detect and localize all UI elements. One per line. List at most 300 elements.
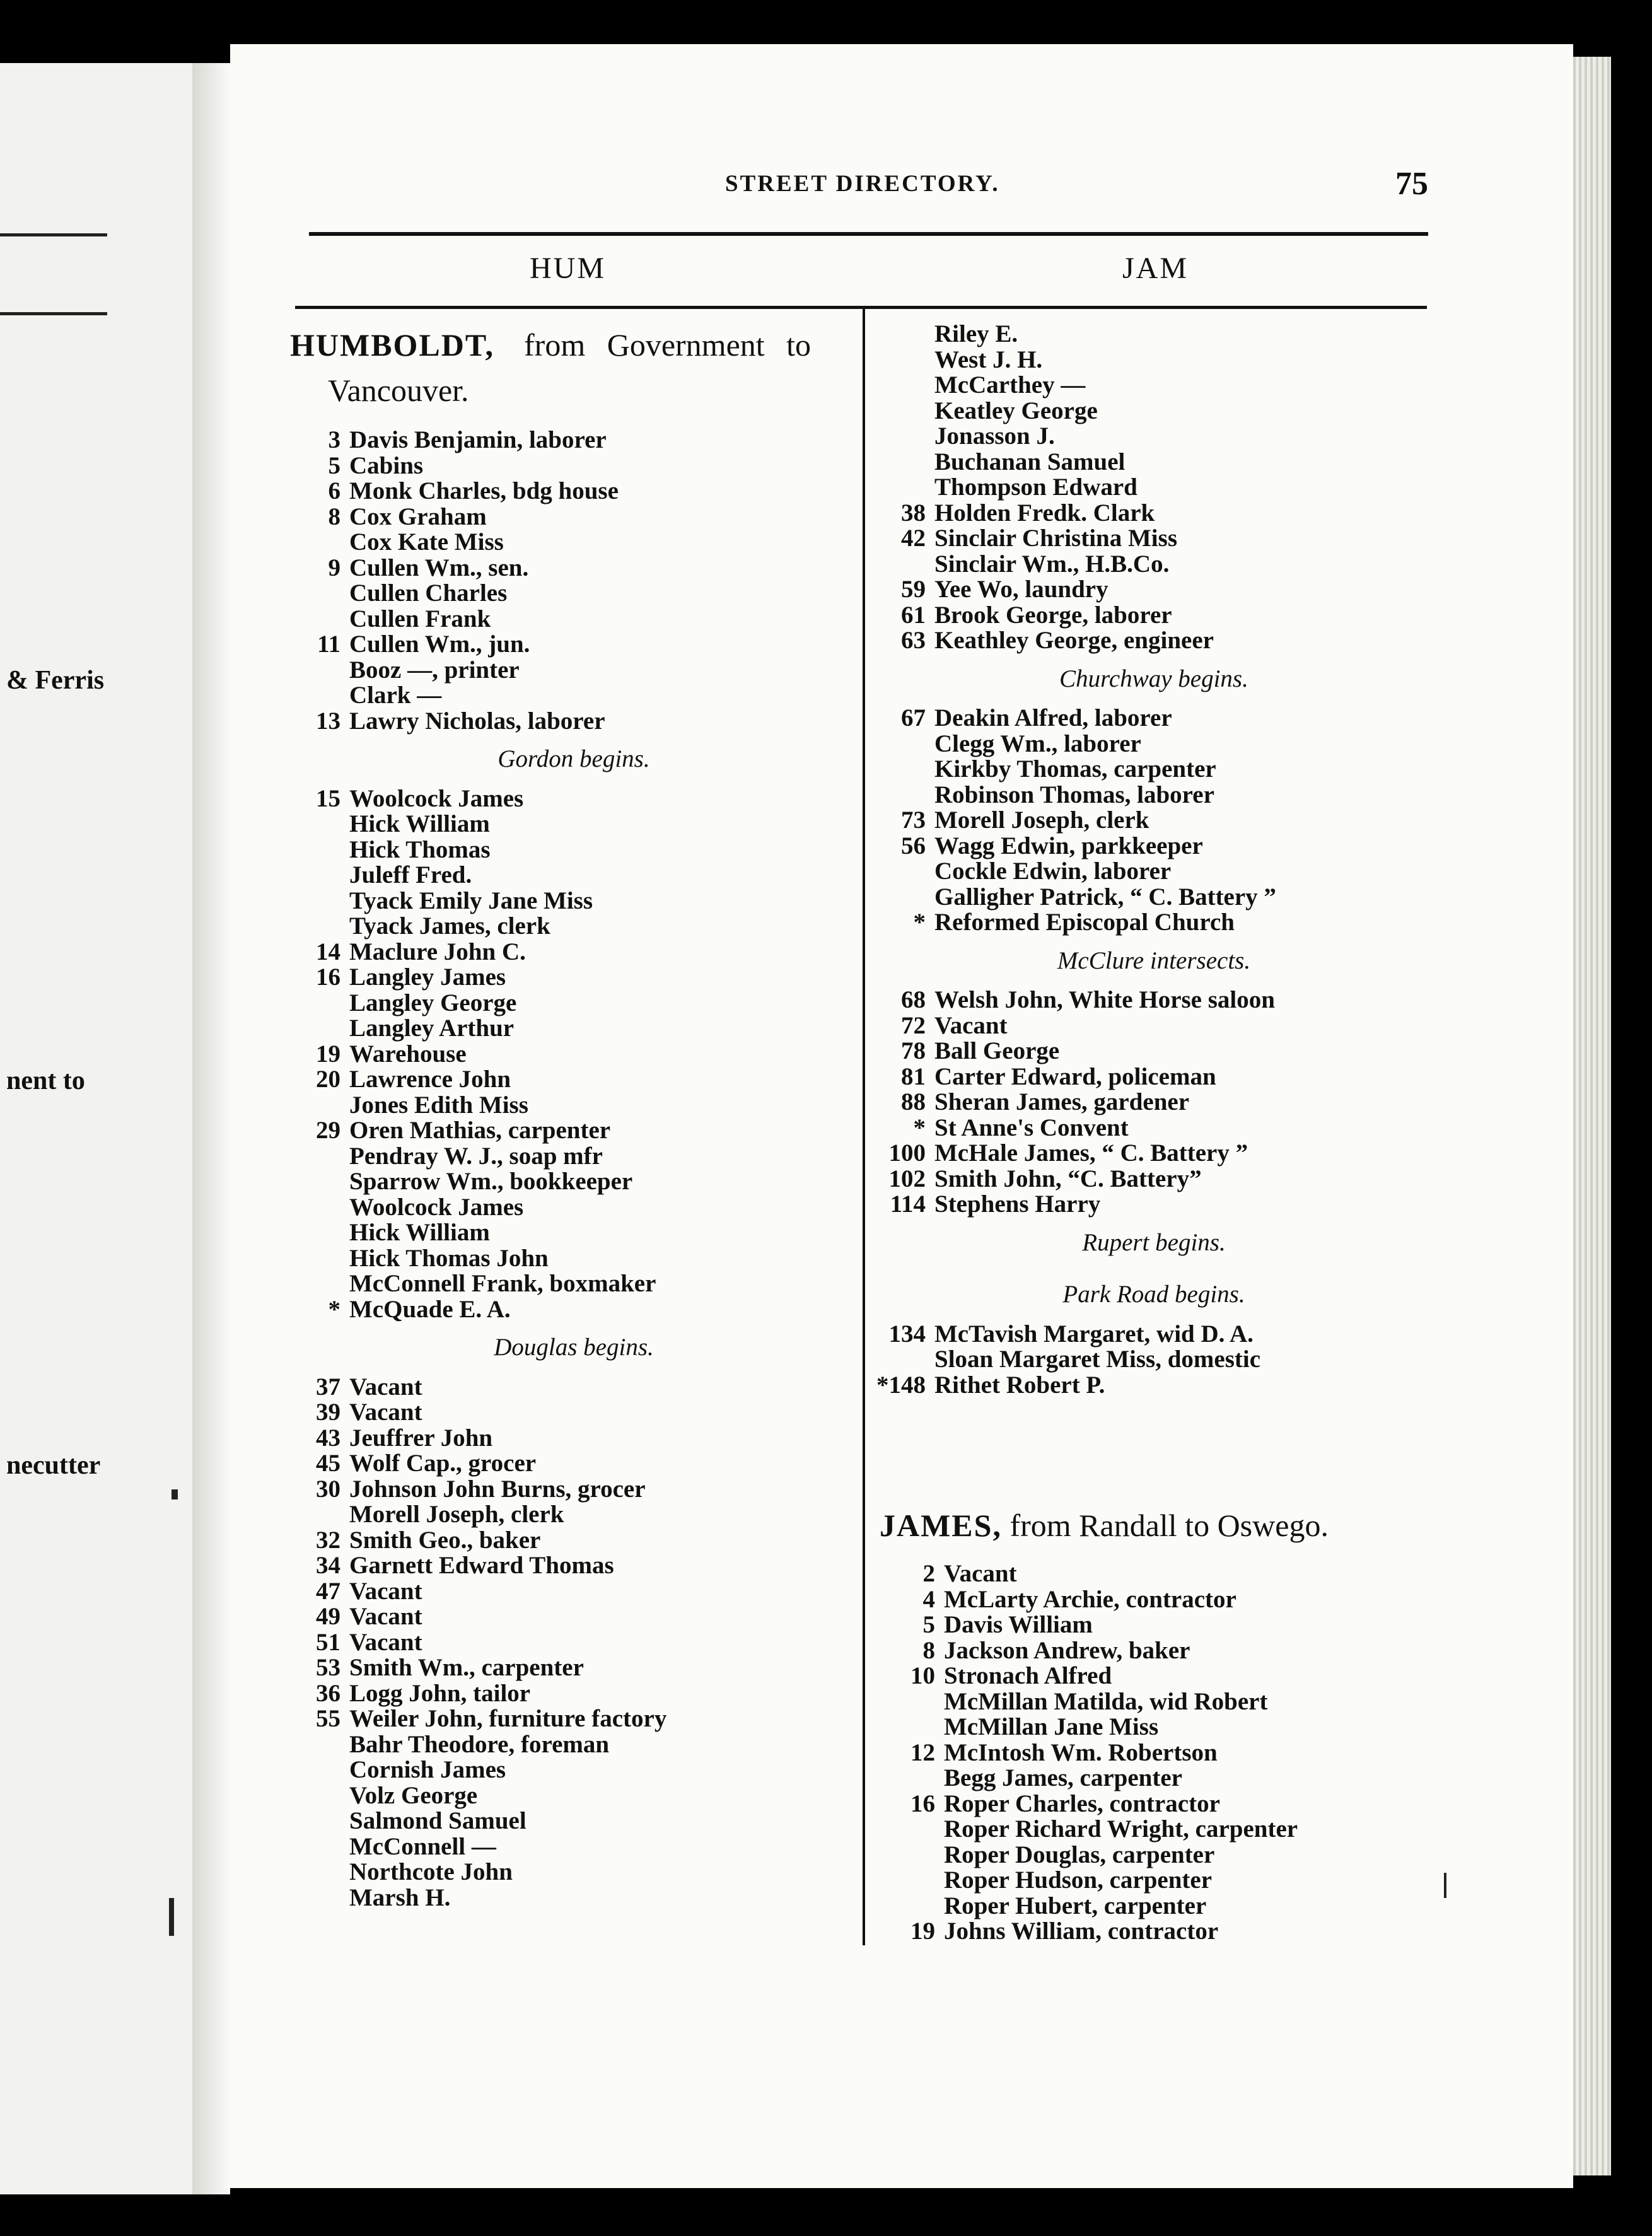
directory-entry bbox=[296, 530, 851, 556]
house-number bbox=[880, 1843, 944, 1868]
house-number bbox=[296, 1195, 349, 1221]
house-number: 78 bbox=[901, 1037, 926, 1064]
resident-name: Welsh John, White Horse saloon bbox=[934, 986, 1275, 1013]
resident-name: Bahr Theodore, foreman bbox=[349, 1730, 610, 1758]
directory-entry bbox=[870, 885, 1438, 911]
resident-name: Buchanan Samuel bbox=[934, 448, 1126, 475]
house-number: 49 bbox=[316, 1603, 340, 1630]
house-number bbox=[296, 607, 349, 632]
resident-name: Rithet Robert P. bbox=[934, 1371, 1105, 1399]
resident-name: Sloan Margaret Miss, domestic bbox=[934, 1346, 1261, 1373]
house-number bbox=[870, 552, 934, 578]
directory-entry bbox=[296, 556, 851, 581]
resident-name: Cockle Edwin, laborer bbox=[934, 858, 1172, 885]
prev-page-text: necutter bbox=[6, 1451, 101, 1480]
left-column-key: HUM bbox=[530, 252, 607, 285]
directory-entry bbox=[870, 1192, 1438, 1218]
directory-entry bbox=[870, 834, 1438, 859]
house-number: 47 bbox=[316, 1577, 340, 1605]
house-number bbox=[880, 1894, 944, 1919]
street-heading-james bbox=[880, 1507, 1329, 1544]
directory-entry bbox=[870, 399, 1438, 424]
house-number bbox=[870, 475, 934, 501]
house-number: 19 bbox=[316, 1040, 340, 1068]
house-number: 102 bbox=[888, 1165, 926, 1192]
resident-name: Sparrow Wm., bookkeeper bbox=[349, 1168, 633, 1195]
directory-entry bbox=[296, 1528, 851, 1554]
directory-entry bbox=[296, 1706, 851, 1732]
house-number bbox=[870, 757, 934, 783]
resident-name: Wolf Cap., grocer bbox=[349, 1450, 537, 1477]
resident-name: Reformed Episcopal Church bbox=[934, 909, 1235, 936]
resident-name: Hick Thomas John bbox=[349, 1244, 549, 1272]
resident-name: Roper Douglas, carpenter bbox=[944, 1841, 1215, 1868]
street-heading-humboldt bbox=[290, 327, 851, 363]
resident-name: Kirkby Thomas, carpenter bbox=[934, 755, 1216, 783]
resident-name: Roper Richard Wright, carpenter bbox=[944, 1815, 1298, 1843]
print-speck bbox=[1444, 1873, 1446, 1898]
house-number: 2 bbox=[922, 1560, 935, 1587]
house-number bbox=[880, 1766, 944, 1791]
directory-entry bbox=[296, 1860, 851, 1885]
house-number: 73 bbox=[901, 806, 926, 834]
directory-entry bbox=[870, 501, 1438, 527]
directory-entry bbox=[870, 1039, 1438, 1064]
directory-entry bbox=[296, 1093, 851, 1119]
house-number: 16 bbox=[910, 1790, 935, 1817]
house-number: 20 bbox=[316, 1066, 340, 1093]
directory-entry bbox=[296, 479, 851, 504]
directory-entry bbox=[296, 1297, 851, 1323]
resident-name: Johnson John Burns, grocer bbox=[349, 1475, 646, 1503]
resident-name: Jones Edith Miss bbox=[349, 1091, 528, 1119]
directory-entry bbox=[870, 1115, 1438, 1141]
resident-name: Hick William bbox=[349, 1219, 490, 1246]
resident-name: Carter Edward, policeman bbox=[934, 1063, 1216, 1090]
house-number: 39 bbox=[316, 1399, 340, 1426]
resident-name: McLarty Archie, contractor bbox=[944, 1585, 1236, 1613]
house-number bbox=[870, 731, 934, 757]
directory-entry bbox=[296, 1426, 851, 1452]
house-number: * bbox=[913, 1114, 926, 1141]
house-number bbox=[296, 1783, 349, 1809]
resident-name: Hick William bbox=[349, 810, 490, 837]
house-number: 43 bbox=[316, 1424, 340, 1452]
directory-entry bbox=[880, 1715, 1447, 1740]
prev-page-rule bbox=[0, 312, 107, 315]
directory-entry bbox=[296, 453, 851, 479]
cross-street-note: Douglas begins. bbox=[494, 1334, 654, 1361]
directory-entry bbox=[296, 709, 851, 735]
house-number bbox=[296, 1834, 349, 1860]
house-number bbox=[296, 1169, 349, 1195]
resident-name: Thompson Edward bbox=[934, 474, 1137, 501]
directory-entry bbox=[870, 1064, 1438, 1090]
house-number bbox=[870, 450, 934, 475]
house-number bbox=[880, 1689, 944, 1715]
street-name: HUMBOLDT, bbox=[290, 327, 495, 363]
house-number bbox=[296, 1144, 349, 1170]
resident-name: Stephens Harry bbox=[934, 1191, 1101, 1218]
directory-entry bbox=[296, 837, 851, 863]
resident-name: McCarthey — bbox=[934, 371, 1086, 399]
house-number bbox=[296, 1016, 349, 1042]
cross-street-note: Gordon begins. bbox=[497, 745, 650, 772]
resident-name: Cullen Wm., sen. bbox=[349, 554, 529, 581]
directory-entry bbox=[880, 1919, 1447, 1945]
right-column-key: JAM bbox=[1122, 252, 1189, 285]
house-number: * bbox=[913, 909, 926, 936]
house-number: 8 bbox=[922, 1636, 935, 1664]
directory-entry bbox=[296, 914, 851, 940]
directory-entry bbox=[296, 1579, 851, 1605]
page-number: 75 bbox=[1395, 166, 1428, 202]
resident-name: Cullen Charles bbox=[349, 579, 508, 607]
directory-entry bbox=[870, 757, 1438, 783]
house-number bbox=[870, 373, 934, 399]
directory-entry bbox=[296, 581, 851, 607]
prev-page-text: & Ferris bbox=[6, 666, 105, 695]
resident-name: Tyack James, clerk bbox=[349, 912, 550, 940]
resident-name: Logg John, tailor bbox=[349, 1679, 531, 1707]
house-number: 68 bbox=[901, 986, 926, 1013]
directory-entry bbox=[296, 658, 851, 684]
house-number: 11 bbox=[317, 631, 340, 658]
resident-name: McTavish Margaret, wid D. A. bbox=[934, 1320, 1254, 1348]
directory-entry bbox=[870, 1090, 1438, 1115]
directory-entry bbox=[296, 1732, 851, 1758]
house-number: 59 bbox=[901, 576, 926, 603]
resident-name: Woolcock James bbox=[349, 1193, 524, 1221]
house-number bbox=[296, 1271, 349, 1297]
street-name: JAMES, bbox=[880, 1508, 1002, 1543]
directory-entry bbox=[296, 1502, 851, 1528]
house-number: 30 bbox=[316, 1475, 340, 1503]
house-number: 42 bbox=[901, 525, 926, 552]
resident-name: Cox Kate Miss bbox=[349, 528, 504, 556]
directory-entry bbox=[870, 783, 1438, 808]
house-number: 53 bbox=[316, 1654, 340, 1681]
resident-name: Lawry Nicholas, laborer bbox=[349, 707, 605, 735]
house-number bbox=[296, 1246, 349, 1272]
book-gutter bbox=[192, 63, 230, 2194]
house-number: 8 bbox=[328, 503, 340, 530]
print-speck bbox=[169, 1898, 174, 1936]
directory-entry bbox=[870, 859, 1438, 885]
house-number: 67 bbox=[901, 704, 926, 731]
directory-entry bbox=[870, 1167, 1438, 1192]
resident-name: Brook George, laborer bbox=[934, 601, 1172, 629]
house-number bbox=[296, 1732, 349, 1758]
resident-name: Roper Charles, contractor bbox=[944, 1790, 1220, 1817]
directory-entry bbox=[296, 1195, 851, 1221]
resident-name: McConnell — bbox=[349, 1832, 496, 1860]
house-number: 51 bbox=[316, 1628, 340, 1656]
house-number bbox=[296, 1220, 349, 1246]
house-number: 12 bbox=[910, 1738, 935, 1766]
resident-name: Pendray W. J., soap mfr bbox=[349, 1142, 603, 1170]
resident-name: Garnett Edward Thomas bbox=[349, 1552, 614, 1579]
directory-entry bbox=[296, 1808, 851, 1834]
prev-page-rule bbox=[0, 233, 107, 236]
resident-name: Oren Mathias, carpenter bbox=[349, 1117, 611, 1144]
directory-entry bbox=[870, 552, 1438, 578]
resident-name: Smith John, “C. Battery” bbox=[934, 1165, 1202, 1192]
resident-name: Warehouse bbox=[349, 1040, 467, 1068]
page-edges bbox=[1573, 57, 1611, 2175]
resident-name: Maclure John C. bbox=[349, 938, 526, 965]
column-head-rule bbox=[295, 306, 1427, 309]
directory-entry bbox=[880, 1638, 1447, 1664]
column-divider bbox=[863, 309, 865, 1945]
directory-entry bbox=[296, 1604, 851, 1630]
resident-name: Cullen Frank bbox=[349, 605, 491, 632]
house-number: 81 bbox=[901, 1063, 926, 1090]
resident-name: Clegg Wm., laborer bbox=[934, 730, 1141, 757]
house-number: 63 bbox=[901, 627, 926, 654]
directory-entry bbox=[870, 450, 1438, 475]
directory-entry bbox=[296, 1681, 851, 1707]
directory-entry bbox=[870, 322, 1438, 347]
directory-entry bbox=[880, 1894, 1447, 1919]
cross-street-note: McClure intersects. bbox=[1057, 946, 1251, 974]
house-number bbox=[296, 581, 349, 607]
directory-entry bbox=[880, 1766, 1447, 1791]
directory-entry bbox=[296, 1477, 851, 1503]
resident-name: Holden Fredk. Clark bbox=[934, 499, 1155, 527]
house-number: 14 bbox=[316, 938, 340, 965]
house-number: 55 bbox=[316, 1705, 340, 1732]
james-entries bbox=[880, 1561, 1447, 1945]
resident-name: Cox Graham bbox=[349, 503, 487, 530]
directory-entry bbox=[870, 1013, 1438, 1039]
resident-name: Morell Joseph, clerk bbox=[934, 806, 1149, 834]
directory-entry bbox=[296, 863, 851, 888]
resident-name: Vacant bbox=[934, 1011, 1008, 1039]
resident-name: Johns William, contractor bbox=[944, 1918, 1219, 1945]
resident-name: Northcote John bbox=[349, 1858, 513, 1885]
resident-name: Robinson Thomas, laborer bbox=[934, 781, 1214, 808]
resident-name: Stronach Alfred bbox=[944, 1662, 1112, 1689]
resident-name: Marsh H. bbox=[349, 1884, 451, 1911]
resident-name: Vacant bbox=[349, 1373, 422, 1400]
house-number: 61 bbox=[901, 601, 926, 629]
house-number: 134 bbox=[888, 1320, 926, 1348]
house-number: 72 bbox=[901, 1011, 926, 1039]
prev-page-text: nent to bbox=[6, 1066, 85, 1095]
house-number: 4 bbox=[922, 1585, 935, 1613]
resident-name: Keathley George, engineer bbox=[934, 627, 1214, 654]
directory-entry bbox=[296, 1016, 851, 1042]
directory-entry bbox=[870, 1373, 1438, 1399]
resident-name: Davis William bbox=[944, 1611, 1093, 1638]
resident-name: Weiler John, furniture factory bbox=[349, 1705, 667, 1732]
house-number bbox=[870, 885, 934, 911]
directory-entry bbox=[296, 1783, 851, 1809]
house-number bbox=[296, 1860, 349, 1885]
resident-name: Smith Geo., baker bbox=[349, 1526, 541, 1554]
directory-entry bbox=[870, 424, 1438, 450]
directory-entry bbox=[870, 628, 1438, 654]
directory-entry bbox=[296, 504, 851, 530]
directory-entry bbox=[870, 577, 1438, 603]
house-number: 56 bbox=[901, 832, 926, 859]
house-number bbox=[870, 322, 934, 347]
directory-entry bbox=[296, 1553, 851, 1579]
house-number: 19 bbox=[910, 1918, 935, 1945]
running-head: STREET DIRECTORY. bbox=[725, 171, 1000, 197]
resident-name: McHale James, “ C. Battery ” bbox=[934, 1139, 1248, 1167]
resident-name: Galligher Patrick, “ C. Battery ” bbox=[934, 883, 1276, 911]
street-heading-continued: Vancouver. bbox=[328, 373, 469, 408]
previous-page bbox=[0, 63, 192, 2194]
house-number bbox=[296, 812, 349, 837]
resident-name: Hick Thomas bbox=[349, 836, 491, 863]
resident-name: Vacant bbox=[349, 1603, 422, 1630]
directory-entry bbox=[870, 475, 1438, 501]
directory-entry bbox=[870, 373, 1438, 399]
house-number bbox=[296, 991, 349, 1016]
street-range: from Government to bbox=[524, 327, 811, 363]
resident-name: Vacant bbox=[349, 1628, 422, 1656]
resident-name: Riley E. bbox=[934, 320, 1018, 347]
resident-name: Monk Charles, bdg house bbox=[349, 477, 619, 504]
directory-entry bbox=[870, 526, 1438, 552]
resident-name: Davis Benjamin, laborer bbox=[349, 426, 607, 453]
directory-entry bbox=[296, 1067, 851, 1093]
resident-name: Sinclair Christina Miss bbox=[934, 525, 1177, 552]
house-number: 3 bbox=[328, 426, 340, 453]
house-number bbox=[296, 1808, 349, 1834]
resident-name: McIntosh Wm. Robertson bbox=[944, 1738, 1218, 1766]
directory-entry bbox=[880, 1817, 1447, 1843]
resident-name: Cullen Wm., jun. bbox=[349, 631, 530, 658]
directory-entry bbox=[880, 1843, 1447, 1868]
house-number: 114 bbox=[890, 1191, 926, 1218]
house-number: 32 bbox=[316, 1526, 340, 1554]
directory-entry bbox=[296, 1246, 851, 1272]
house-number bbox=[296, 914, 349, 940]
house-number bbox=[296, 837, 349, 863]
house-number bbox=[880, 1868, 944, 1894]
house-number: 16 bbox=[316, 964, 340, 991]
resident-name: Begg James, carpenter bbox=[944, 1764, 1182, 1791]
directory-entry bbox=[870, 1347, 1438, 1373]
resident-name: Deakin Alfred, laborer bbox=[934, 704, 1172, 731]
resident-name: Smith Wm., carpenter bbox=[349, 1654, 584, 1681]
house-number bbox=[296, 530, 349, 556]
resident-name: Langley Arthur bbox=[349, 1015, 515, 1042]
resident-name: Roper Hudson, carpenter bbox=[944, 1866, 1213, 1894]
house-number: 37 bbox=[316, 1373, 340, 1400]
street-range: from Randall to Oswego. bbox=[1009, 1508, 1329, 1543]
resident-name: Keatley George bbox=[934, 397, 1098, 424]
directory-entry bbox=[880, 1791, 1447, 1817]
house-number: 36 bbox=[316, 1679, 340, 1707]
directory-entry bbox=[880, 1561, 1447, 1587]
directory-entry bbox=[296, 1271, 851, 1297]
house-number: 5 bbox=[922, 1611, 935, 1638]
resident-name: Vacant bbox=[349, 1577, 422, 1605]
directory-entry bbox=[296, 683, 851, 709]
house-number: 88 bbox=[901, 1088, 926, 1115]
directory-entry bbox=[880, 1868, 1447, 1894]
resident-name: Cabins bbox=[349, 451, 424, 479]
resident-name: McQuade E. A. bbox=[349, 1295, 511, 1323]
house-number bbox=[296, 1502, 349, 1528]
directory-entry bbox=[880, 1689, 1447, 1715]
house-number bbox=[296, 683, 349, 709]
house-number bbox=[296, 863, 349, 888]
directory-entry bbox=[296, 1375, 851, 1400]
resident-name: Booz —, printer bbox=[349, 656, 520, 684]
directory-entry bbox=[296, 940, 851, 965]
resident-name: Vacant bbox=[944, 1560, 1017, 1587]
house-number bbox=[870, 859, 934, 885]
house-number: * bbox=[328, 1295, 340, 1323]
resident-name: Roper Hubert, carpenter bbox=[944, 1892, 1207, 1919]
directory-entry bbox=[296, 1400, 851, 1426]
house-number: 38 bbox=[901, 499, 926, 527]
resident-name: Salmond Samuel bbox=[349, 1807, 526, 1834]
directory-entry bbox=[296, 812, 851, 837]
house-number: 45 bbox=[316, 1450, 340, 1477]
resident-name: Vacant bbox=[349, 1399, 422, 1426]
directory-entry bbox=[296, 632, 851, 658]
directory-entry bbox=[296, 1451, 851, 1477]
directory-entry bbox=[880, 1612, 1447, 1638]
resident-name: Cornish James bbox=[349, 1756, 506, 1783]
resident-name: Jeuffrer John bbox=[349, 1424, 493, 1452]
directory-entry bbox=[880, 1587, 1447, 1613]
house-number: 34 bbox=[316, 1552, 340, 1579]
directory-entry bbox=[870, 731, 1438, 757]
resident-name: Ball George bbox=[934, 1037, 1060, 1064]
resident-name: McMillan Jane Miss bbox=[944, 1713, 1159, 1740]
directory-entry bbox=[296, 1220, 851, 1246]
cross-street-note: Rupert begins. bbox=[1082, 1228, 1226, 1256]
directory-entry bbox=[870, 1322, 1438, 1348]
directory-entry bbox=[296, 965, 851, 991]
resident-name: Lawrence John bbox=[349, 1066, 511, 1093]
house-number: 6 bbox=[328, 477, 340, 504]
directory-entry bbox=[870, 987, 1438, 1013]
resident-name: Langley George bbox=[349, 989, 517, 1016]
resident-name: Morell Joseph, clerk bbox=[349, 1501, 564, 1528]
directory-entry bbox=[870, 603, 1438, 629]
house-number bbox=[870, 347, 934, 373]
resident-name: McConnell Frank, boxmaker bbox=[349, 1270, 656, 1297]
resident-name: Yee Wo, laundry bbox=[934, 576, 1108, 603]
directory-entry bbox=[296, 1169, 851, 1195]
print-speck bbox=[172, 1489, 178, 1499]
resident-name: Woolcock James bbox=[349, 784, 524, 812]
directory-entry bbox=[870, 910, 1438, 936]
house-number bbox=[296, 888, 349, 914]
house-number: *148 bbox=[876, 1371, 926, 1399]
directory-entry bbox=[296, 1042, 851, 1068]
house-number bbox=[880, 1715, 944, 1740]
house-number bbox=[296, 1093, 349, 1119]
directory-entry bbox=[296, 428, 851, 453]
directory-entry bbox=[870, 347, 1438, 373]
house-number bbox=[880, 1817, 944, 1843]
house-number bbox=[870, 1347, 934, 1373]
house-number: 9 bbox=[328, 554, 340, 581]
directory-entry bbox=[880, 1663, 1447, 1689]
directory-entry bbox=[296, 1834, 851, 1860]
directory-entry bbox=[296, 1655, 851, 1681]
